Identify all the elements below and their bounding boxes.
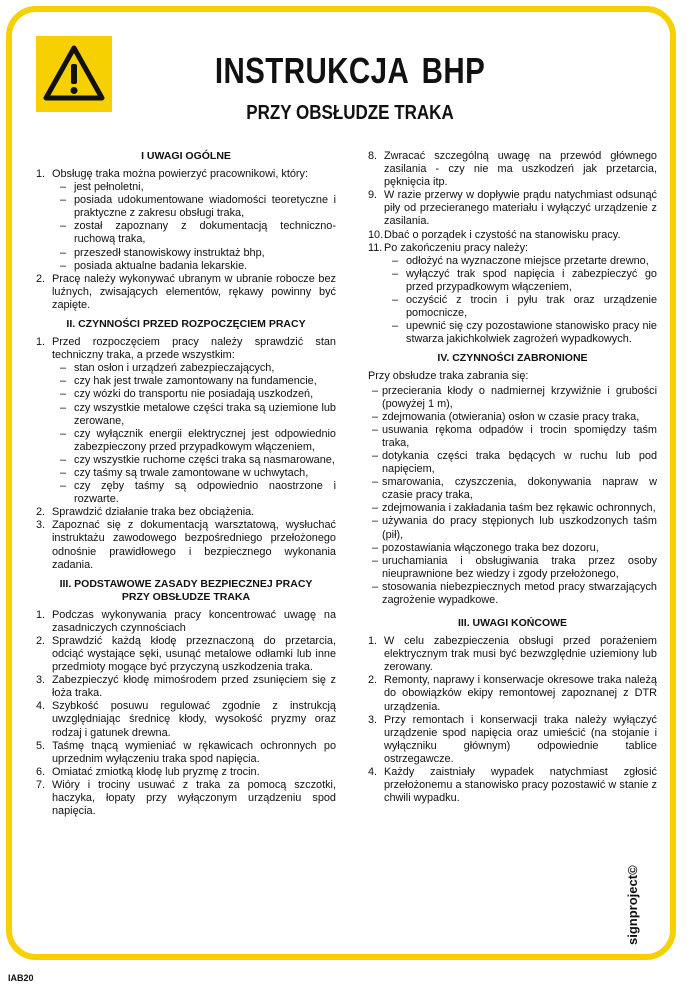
warning-triangle-icon <box>36 36 112 112</box>
item-number: 3. <box>36 519 46 532</box>
sub-item: – przeszedł stanowiskowy instruktaż bhp, <box>52 247 336 260</box>
section-intro: Przy obsłudze traka zabrania się: <box>368 370 529 383</box>
list-item <box>368 242 657 347</box>
item-text: Po zakończeniu pracy należy: <box>384 241 529 254</box>
right-column <box>368 150 657 811</box>
list-item <box>36 766 336 779</box>
sub-item: – używania do pracy stępionych lub uszkodzonych taśm (pił), <box>368 515 657 541</box>
sub-item: – zdejmowania i zakładania taśm bez rękawic ochronnych, <box>368 502 657 515</box>
list-item <box>368 635 657 674</box>
sub-item: – posiada udokumentowane wiadomości teoretyczne i praktyczne z zakresu obsługi traka, <box>52 194 336 220</box>
item-text: Wióry i trociny usuwać z traka za pomocą szczotki, haczyka, łopaty przy wyłączonym urządzeniu spod napięcia. <box>52 778 336 818</box>
item-number: 1. <box>368 635 378 648</box>
sub-item: – oczyścić z trocin i pyłu trak oraz urządzenie pomocnicze, <box>384 294 657 320</box>
brand-mark: signproject© <box>625 865 640 945</box>
sub-item: – pozostawiania włączonego traka bez dozoru, <box>368 542 657 555</box>
item-number: 3. <box>36 674 46 687</box>
item-number: 7. <box>36 778 46 791</box>
sub-item: – czy wózki do transportu nie posiadają uszkodzeń, <box>52 388 336 401</box>
list <box>36 168 336 312</box>
item-number: 10. <box>368 228 384 241</box>
list-item <box>36 740 336 766</box>
sub-item: – czy wyłącznik energii elektrycznej jest odpowiednio zabezpieczony przed przypadkowym włączeniem, <box>52 428 336 454</box>
list-item <box>36 273 336 312</box>
item-number: 1. <box>36 608 46 621</box>
section-final-remarks <box>368 617 657 805</box>
page-subtitle: PRZY OBSŁUDZE TRAKA <box>246 102 454 124</box>
item-number: 4. <box>368 766 378 779</box>
list <box>368 150 657 346</box>
sub-item: – przecierania kłody o nadmiernej krzywiźnie i grubości (powyżej 1 m), <box>368 385 657 411</box>
sub-item: – wyłączyć trak spod napięcia i zabezpieczyć go przed przypadkowym włączeniem, <box>384 268 657 294</box>
list-item <box>36 635 336 674</box>
item-text: Zapoznać się z dokumentacją warsztatową, wysłuchać instruktażu zawodowego bezpośredniego przełożonego odnośnie prawidłowego i bezpiecznego wykonania zadania. <box>52 519 336 571</box>
sub-list <box>52 362 336 506</box>
item-number: 8. <box>368 150 378 162</box>
section-heading: II. CZYNNOŚCI PRZED ROZPOCZĘCIEM PRACY <box>66 318 306 331</box>
sub-item: – został zapoznany z dokumentacją techniczno-ruchową traka, <box>52 220 336 246</box>
item-number: 5. <box>36 739 46 752</box>
list-item <box>36 168 336 273</box>
section-before-work <box>36 318 336 572</box>
list-item <box>36 519 336 571</box>
item-number: 3. <box>368 713 378 726</box>
item-text: Sprawdzić działanie traka bez obciążenia. <box>52 506 255 519</box>
item-text: Zwracać szczególną uwagę na przewód głównego zasilania - czy nie ma uszkodzeń jak przetarcia, pęknięcia itp. <box>384 150 657 189</box>
section-safe-work-rules <box>36 578 336 819</box>
product-code: IAB20 <box>8 973 34 983</box>
sub-item: – czy hak jest trwale zamontowany na fundamencie, <box>52 375 336 388</box>
list-item <box>36 336 336 506</box>
list-item <box>368 714 657 766</box>
list-item <box>36 779 336 818</box>
list <box>368 635 657 805</box>
item-text: Szybkość posuwu regulować zgodnie z instrukcją uwzględniając średnicę kłody, wysokość pryzmy oraz rodzaj i gatunek drewna. <box>52 700 336 739</box>
item-number: 11. <box>368 241 383 254</box>
item-text: Każdy zaistniały wypadek natychmiast zgłosić przełożonemu a stanowisko pracy pozostawić w stanie z chwili wypadku. <box>384 766 657 805</box>
list <box>36 336 336 572</box>
sub-item: – stan osłon i urządzeń zabezpieczających, <box>52 362 336 375</box>
sub-item: – czy zęby taśmy są odpowiednio naostrzone i rozwarte. <box>52 480 336 506</box>
item-number: 6. <box>36 765 46 778</box>
item-number: 2. <box>36 634 46 647</box>
item-number: 9. <box>368 189 378 202</box>
item-text: Sprawdzić każdą kłodę przeznaczoną do przetarcia, odciąć wystające sęki, usunąć metalowe odłamki lub inne przedmioty mogące być przyczyną uszkodzenia traka. <box>52 634 336 674</box>
item-number: 1. <box>36 336 46 349</box>
section-heading <box>36 578 336 604</box>
sub-item: – usuwania rękoma odpadów i trocin spomiędzy taśm traka, <box>368 424 657 450</box>
list-item <box>368 674 657 713</box>
page-title: INSTRUKCJA BHP <box>214 50 486 91</box>
sub-item: – jest pełnoletni, <box>52 181 336 194</box>
item-text: Przy remontach i konserwacji traka należy wyłączyć urządzenie spod napięcia oraz umieścić (na stojanie i wyłączniku głównym) odpowiednie tablice ostrzegawcze. <box>384 713 657 765</box>
section-heading-line: PRZY OBSŁUDZE TRAKA <box>121 590 251 603</box>
item-number: 4. <box>36 700 46 713</box>
item-text: Remonty, naprawy i konserwacje okresowe traka należą do obowiązków ekipy remontowej zapoznanej z DTR urządzenia. <box>384 674 657 713</box>
sub-item: – czy wszystkie ruchome części traka są nasmarowane, <box>52 454 336 467</box>
item-text: Pracę należy wykonywać ubranym w ubranie robocze bez luźnych, zwisających elementów, rękawy powinny być zapięte. <box>52 272 336 311</box>
section-heading-line: III. PODSTAWOWE ZASADY BEZPIECZNEJ PRACY <box>59 577 313 590</box>
item-text: Dbać o porządek i czystość na stanowisku pracy. <box>384 228 621 241</box>
sub-item: – dotykania części traka będących w ruchu lub pod napięciem, <box>368 450 657 476</box>
item-number: 1. <box>36 168 46 180</box>
section-prohibited-actions <box>368 352 657 607</box>
list-item <box>368 189 657 228</box>
item-text: Podczas wykonywania pracy koncentrować uwagę na zasadniczych czynnościach <box>52 608 336 634</box>
list-item <box>368 150 657 189</box>
item-number: 2. <box>368 674 378 687</box>
section-heading: III. UWAGI KOŃCOWE <box>457 617 568 630</box>
section-heading: IV. CZYNNOŚCI ZABRONIONE <box>437 352 588 365</box>
sub-item: – upewnić się czy pozostawione stanowisko pracy nie stwarza jakichkolwiek zagrożeń wypadkowych. <box>384 320 657 346</box>
sub-item: – smarowania, czyszczenia, dokonywania napraw w czasie pracy traka, <box>368 476 657 502</box>
sub-list <box>52 181 336 273</box>
item-number: 2. <box>36 506 46 519</box>
sub-item: – stosowania niebezpiecznych metod pracy stwarzających zagrożenie wypadkowe. <box>368 581 657 607</box>
list <box>36 609 336 819</box>
sub-item: – uruchamiania i obsługiwania traka przez osoby nieuprawnione bez wiedzy i zgody przełożonego, <box>368 555 657 581</box>
prohibited-list <box>368 385 657 608</box>
section-heading: I UWAGI OGÓLNE <box>141 150 231 162</box>
item-text: Przed rozpoczęciem pracy należy sprawdzić stan techniczny traka, a przede wszystkim: <box>52 336 336 362</box>
warning-sign <box>36 36 112 112</box>
section-general-remarks <box>36 150 336 312</box>
list-item <box>36 506 336 519</box>
item-text: W celu zabezpieczenia obsługi przed porażeniem elektrycznym trak musi być bezwzględnie uziemiony lub zerowany. <box>384 635 657 674</box>
item-number: 2. <box>36 272 46 285</box>
left-column <box>36 150 336 824</box>
sub-item: – zdejmowania (otwierania) osłon w czasie pracy traka, <box>368 411 657 424</box>
item-text: Obsługę traka można powierzyć pracownikowi, który: <box>52 168 309 180</box>
sub-item: – czy wszystkie metalowe części traka są uziemione lub zerowane, <box>52 402 336 428</box>
sub-item: – odłożyć na wyznaczone miejsce przetarte drewno, <box>384 255 657 268</box>
item-text: Omiatać zmiotką kłodę lub pryzmę z trocin. <box>52 765 260 778</box>
section-safe-work-rules-continued <box>368 150 657 346</box>
list-item <box>36 609 336 635</box>
item-text: W razie przerwy w dopływie prądu natychmiast odsunąć piły od przecieranego materiału i wyłączyć urządzenie z zasilania. <box>384 189 657 228</box>
list-item <box>368 229 657 242</box>
sub-list <box>384 255 657 347</box>
item-text: Zabezpieczyć kłodę mimośrodem przed zsunięciem się z łoża traka. <box>52 674 336 700</box>
list-item <box>36 674 336 700</box>
sub-item: – czy taśmy są trwale zamontowane w uchwytach, <box>52 467 336 480</box>
sub-item: – posiada aktualne badania lekarskie. <box>52 260 336 273</box>
list-item <box>36 700 336 739</box>
list-item <box>368 766 657 805</box>
item-text: Taśmę tnącą wymieniać w rękawicach ochronnych po uprzednim wyłączeniu traka spod napięcia. <box>52 739 336 765</box>
